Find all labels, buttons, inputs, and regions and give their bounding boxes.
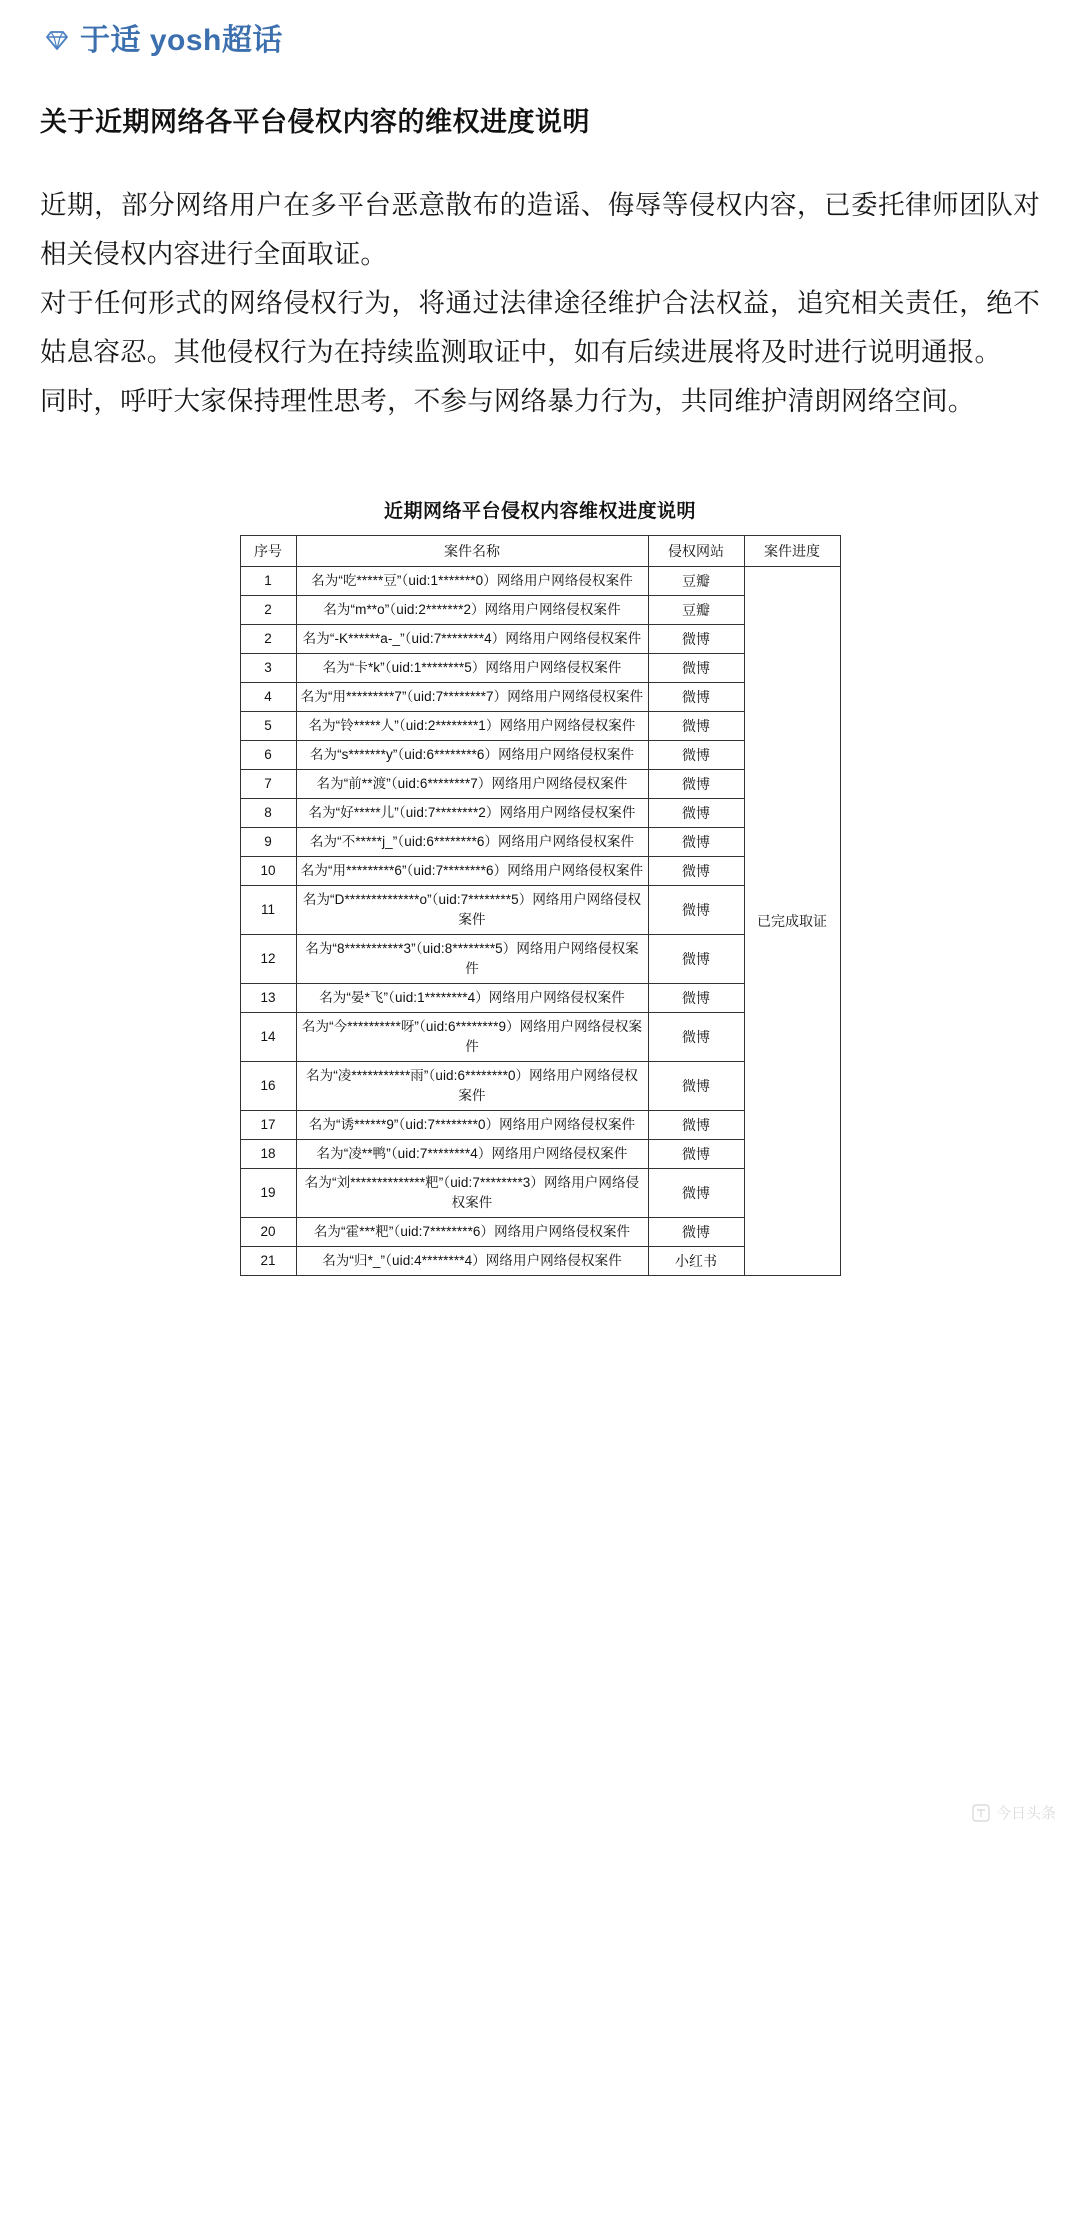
watermark-text: 今日头条 xyxy=(995,1805,1056,1822)
cell-site: 微博 xyxy=(648,857,744,886)
cell-case-name: 名为“用*********6”（uid:7********6）网络用户网络侵权案件 xyxy=(296,857,648,886)
cell-case-name: 名为“不*****j_”（uid:6********6）网络用户网络侵权案件 xyxy=(296,828,648,857)
cell-index: 18 xyxy=(240,1140,296,1169)
cell-index: 20 xyxy=(240,1218,296,1247)
table-title: 近期网络平台侵权内容维权进度说明 xyxy=(383,501,696,522)
cell-case-name: 名为“s*******y”（uid:6********6）网络用户网络侵权案件 xyxy=(296,741,648,770)
cell-index: 10 xyxy=(240,857,296,886)
cell-case-name: 名为“诱******9”（uid:7********0）网络用户网络侵权案件 xyxy=(296,1111,648,1140)
cell-case-name: 名为“前**渡”（uid:6********7）网络用户网络侵权案件 xyxy=(296,770,648,799)
cell-site: 微博 xyxy=(648,1111,744,1140)
cell-site: 豆瓣 xyxy=(648,567,744,596)
cell-site: 微博 xyxy=(648,984,744,1013)
column-header-progress: 案件进度 xyxy=(744,536,840,567)
supertopic-header[interactable] xyxy=(40,0,1040,56)
cell-index: 17 xyxy=(240,1111,296,1140)
toutiao-logo-icon xyxy=(972,1804,990,1822)
cell-case-name: 名为“凌***********雨”（uid:6********0）网络用户网络侵权案件 xyxy=(296,1062,648,1111)
cell-case-name: 名为“刘**************粑”（uid:7********3）网络用户网络侵权案件 xyxy=(296,1169,648,1218)
cell-case-name: 名为“归*_”（uid:4********4）网络用户网络侵权案件 xyxy=(296,1247,648,1276)
cell-case-name: 名为“今**********呀”（uid:6********9）网络用户网络侵权案件 xyxy=(296,1013,648,1062)
diamond-badge-icon xyxy=(42,26,72,56)
cell-site: 微博 xyxy=(648,683,744,712)
cell-index: 7 xyxy=(240,770,296,799)
cell-index: 14 xyxy=(240,1013,296,1062)
page-title: 关于近期网络各平台侵权内容的维权进度说明 xyxy=(40,107,590,137)
cell-case-name: 名为“D**************o”（uid:7********5）网络用户网络侵权案件 xyxy=(296,886,648,935)
cell-index: 1 xyxy=(240,567,296,596)
cell-index: 2 xyxy=(240,596,296,625)
cell-index: 4 xyxy=(240,683,296,712)
cell-case-name: 名为“卡*k”（uid:1********5）网络用户网络侵权案件 xyxy=(296,654,648,683)
table-body xyxy=(240,567,840,1276)
column-header-case-name: 案件名称 xyxy=(296,536,648,567)
cell-case-name: 名为“霍***粑”（uid:7********6）网络用户网络侵权案件 xyxy=(296,1218,648,1247)
cell-site: 微博 xyxy=(648,1169,744,1218)
cell-case-name: 名为“8***********3”（uid:8********5）网络用户网络侵权案件 xyxy=(296,935,648,984)
supertopic-name: 于适 yosh超话 xyxy=(80,24,283,57)
cell-index: 19 xyxy=(240,1169,296,1218)
cell-index: 6 xyxy=(240,741,296,770)
cell-case-name: 名为“好*****儿”（uid:7********2）网络用户网络侵权案件 xyxy=(296,799,648,828)
cell-index: 12 xyxy=(240,935,296,984)
cell-site: 微博 xyxy=(648,1062,744,1111)
cell-site: 微博 xyxy=(648,654,744,683)
cell-site: 微博 xyxy=(648,741,744,770)
column-header-index: 序号 xyxy=(240,536,296,567)
cell-case-name: 名为“凌**鸭”（uid:7********4）网络用户网络侵权案件 xyxy=(296,1140,648,1169)
cell-progress: 已完成取证 xyxy=(744,567,840,1276)
table-row xyxy=(240,567,840,596)
cell-case-name: 名为“m**o”（uid:2*******2）网络用户网络侵权案件 xyxy=(296,596,648,625)
cell-index: 16 xyxy=(240,1062,296,1111)
page-bottom-clip xyxy=(0,1837,1080,2237)
cell-site: 微博 xyxy=(648,935,744,984)
cell-case-name: 名为“晏*飞”（uid:1********4）网络用户网络侵权案件 xyxy=(296,984,648,1013)
cell-index: 5 xyxy=(240,712,296,741)
cell-index: 8 xyxy=(240,799,296,828)
cell-site: 微博 xyxy=(648,1218,744,1247)
cell-site: 微博 xyxy=(648,712,744,741)
article-paragraph-3: 同时，呼吁大家保持理性思考，不参与网络暴力行为，共同维护清朗网络空间。 xyxy=(40,386,975,416)
cell-case-name: 名为“铃*****人”（uid:2********1）网络用户网络侵权案件 xyxy=(296,712,648,741)
cell-site: 小红书 xyxy=(648,1247,744,1276)
case-table-block xyxy=(40,496,1040,1276)
cell-site: 微博 xyxy=(648,886,744,935)
cell-site: 微博 xyxy=(648,799,744,828)
cell-index: 9 xyxy=(240,828,296,857)
cell-case-name: 名为“-K******a-_”（uid:7********4）网络用户网络侵权案件 xyxy=(296,625,648,654)
article-paragraph-2: 对于任何形式的网络侵权行为，将通过法律途径维护合法权益，追究相关责任，绝不姑息容忍。其他侵权行为在持续监测取证中，如有后续进展将及时进行说明通报。 xyxy=(40,288,1040,367)
column-header-site: 侵权网站 xyxy=(648,536,744,567)
article-body xyxy=(40,181,1040,426)
cell-site: 微博 xyxy=(648,770,744,799)
cell-index: 3 xyxy=(240,654,296,683)
cell-index: 21 xyxy=(240,1247,296,1276)
article xyxy=(40,56,1040,426)
table-header-row xyxy=(240,536,840,567)
article-paragraph-1: 近期，部分网络用户在多平台恶意散布的造谣、侮辱等侵权内容，已委托律师团队对相关侵权内容进行全面取证。 xyxy=(40,190,1040,269)
watermark xyxy=(972,1802,1056,1823)
cell-index: 11 xyxy=(240,886,296,935)
cell-site: 微博 xyxy=(648,625,744,654)
cell-site: 微博 xyxy=(648,1013,744,1062)
cell-site: 豆瓣 xyxy=(648,596,744,625)
cell-site: 微博 xyxy=(648,1140,744,1169)
cell-case-name: 名为“用*********7”（uid:7********7）网络用户网络侵权案件 xyxy=(296,683,648,712)
cell-site: 微博 xyxy=(648,828,744,857)
cell-index: 2 xyxy=(240,625,296,654)
case-table xyxy=(240,535,841,1276)
cell-case-name: 名为“吃*****豆”（uid:1*******0）网络用户网络侵权案件 xyxy=(296,567,648,596)
cell-index: 13 xyxy=(240,984,296,1013)
